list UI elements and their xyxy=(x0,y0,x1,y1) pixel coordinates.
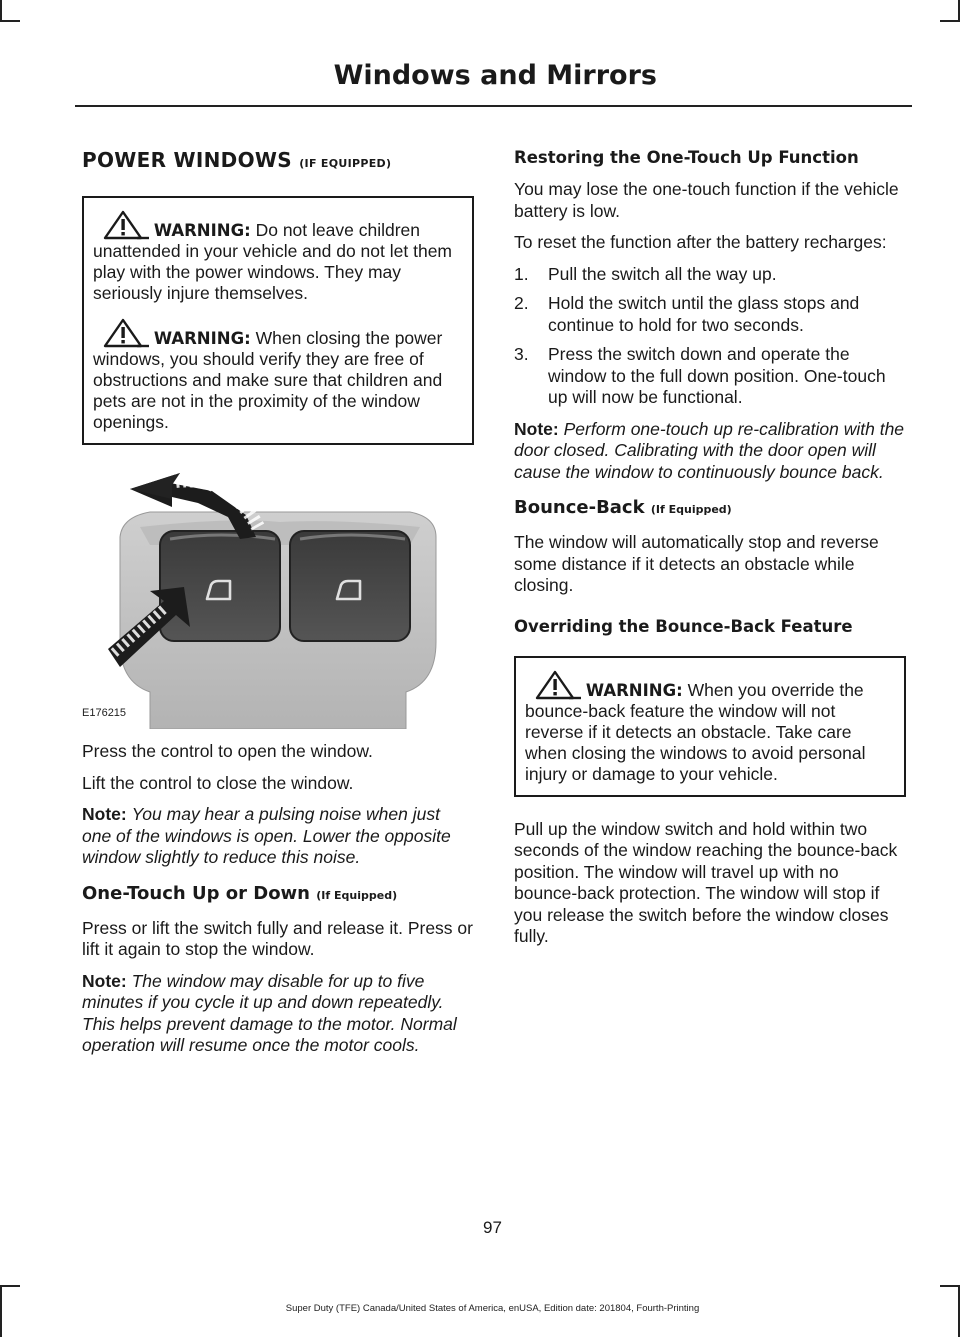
window-switch-illustration xyxy=(80,467,460,729)
paragraph: Press or lift the switch fully and release it. Press or lift it again to stop the window. xyxy=(82,917,473,959)
step-text: Hold the switch until the glass stops and continue to hold for two seconds. xyxy=(548,293,860,335)
warning-paragraph xyxy=(93,318,463,433)
section-heading-overriding: Overriding the Bounce-Back Feature xyxy=(514,616,853,636)
paragraph: You may lose the one-touch function if the vehicle battery is low. xyxy=(514,179,899,221)
paragraph: Lift the control to close the window. xyxy=(82,772,354,793)
note xyxy=(82,971,474,1057)
note xyxy=(82,804,474,869)
warning-box xyxy=(514,656,906,797)
warning-paragraph xyxy=(93,210,463,304)
list-item xyxy=(514,264,906,286)
heading-text: One-Touch Up or Down xyxy=(82,882,310,904)
note xyxy=(514,419,906,484)
note-label: Note: xyxy=(82,804,127,824)
crop-mark xyxy=(940,1285,960,1287)
warning-label: WARNING: xyxy=(153,221,251,240)
crop-mark xyxy=(0,1285,20,1287)
step-number: 3. xyxy=(514,344,529,364)
heading-qualifier: (If Equipped) xyxy=(650,503,732,516)
warning-box xyxy=(82,196,474,445)
paragraph: Pull up the window switch and hold within two seconds of the window reaching the bounce-back position. The window will travel up with no bounce-back protection. The window will stop if you release the switch before the window closes fully. xyxy=(514,818,898,946)
warning-icon xyxy=(101,210,149,240)
heading-text: Bounce-Back xyxy=(514,497,645,518)
warning-text: Do not leave children unattended in your vehicle and do not let them play with the power windows. They may seriously injure themselves. xyxy=(93,220,452,303)
warning-label: WARNING: xyxy=(153,329,251,348)
warning-text: When closing the power windows, you should verify they are free of obstructions and make sure that children and pets are not in the proximity of the window openings. xyxy=(93,328,443,432)
left-column xyxy=(82,140,474,1067)
warning-text: When you override the bounce-back feature the window will not reverse if it detects an obstacle. Take care when closing the windows to avoid personal injury or damage to your vehicle. xyxy=(525,679,866,784)
heading-text: POWER WINDOWS xyxy=(82,148,292,172)
header-rule xyxy=(75,105,912,107)
section-heading-power-windows xyxy=(82,148,474,172)
heading-qualifier: (If Equipped) xyxy=(316,888,398,902)
step-number: 2. xyxy=(514,293,529,313)
footer-text: Super Duty (TFE) Canada/United States of America, enUSA, Edition date: 201804, Fourth-Printing xyxy=(285,1303,700,1314)
switch-panel-drawing xyxy=(80,467,460,729)
list-item xyxy=(514,293,906,336)
figure-code: E176215 xyxy=(82,707,127,719)
paragraph: Press the control to open the window. xyxy=(82,741,373,761)
warning-label: WARNING: xyxy=(585,680,683,700)
warning-paragraph xyxy=(525,670,895,785)
note-text: The window may disable for up to five minutes if you cycle it up and down repeatedly. This helps prevent damage to the motor. Normal operation will resume once the motor cools. xyxy=(82,970,457,1055)
section-heading-restoring: Restoring the One-Touch Up Function xyxy=(514,148,859,167)
steps-list xyxy=(514,264,906,409)
note-text: You may hear a pulsing noise when just one of the windows is open. Lower the opposite window slightly to reduce this noise. xyxy=(82,804,451,867)
crop-mark xyxy=(940,20,960,22)
step-text: Pull the switch all the way up. xyxy=(548,263,777,284)
warning-icon xyxy=(101,318,149,348)
step-text: Press the switch down and operate the window to the full down position. One-touch up will now be functional. xyxy=(548,344,886,407)
note-label: Note: xyxy=(82,970,127,991)
paragraph: The window will automatically stop and reverse some distance if it detects an obstacle while closing. xyxy=(514,532,879,595)
list-item xyxy=(514,344,906,409)
warning-icon xyxy=(533,670,581,700)
paragraph: To reset the function after the battery recharges: xyxy=(514,232,887,252)
heading-qualifier: (IF EQUIPPED) xyxy=(299,157,392,170)
note-label: Note: xyxy=(514,418,559,439)
page-number: 97 xyxy=(483,1218,502,1237)
section-heading-bounce-back xyxy=(514,497,906,518)
crop-mark xyxy=(0,20,20,22)
crop-mark xyxy=(0,0,2,20)
note-text: Perform one-touch up re-calibration with the door closed. Calibrating with the door open will cause the window to continuously bounce back. xyxy=(514,418,905,482)
section-heading-one-touch xyxy=(82,883,474,904)
right-column xyxy=(514,140,906,958)
page-header-title: Windows and Mirrors xyxy=(333,60,657,91)
step-number: 1. xyxy=(514,263,529,284)
